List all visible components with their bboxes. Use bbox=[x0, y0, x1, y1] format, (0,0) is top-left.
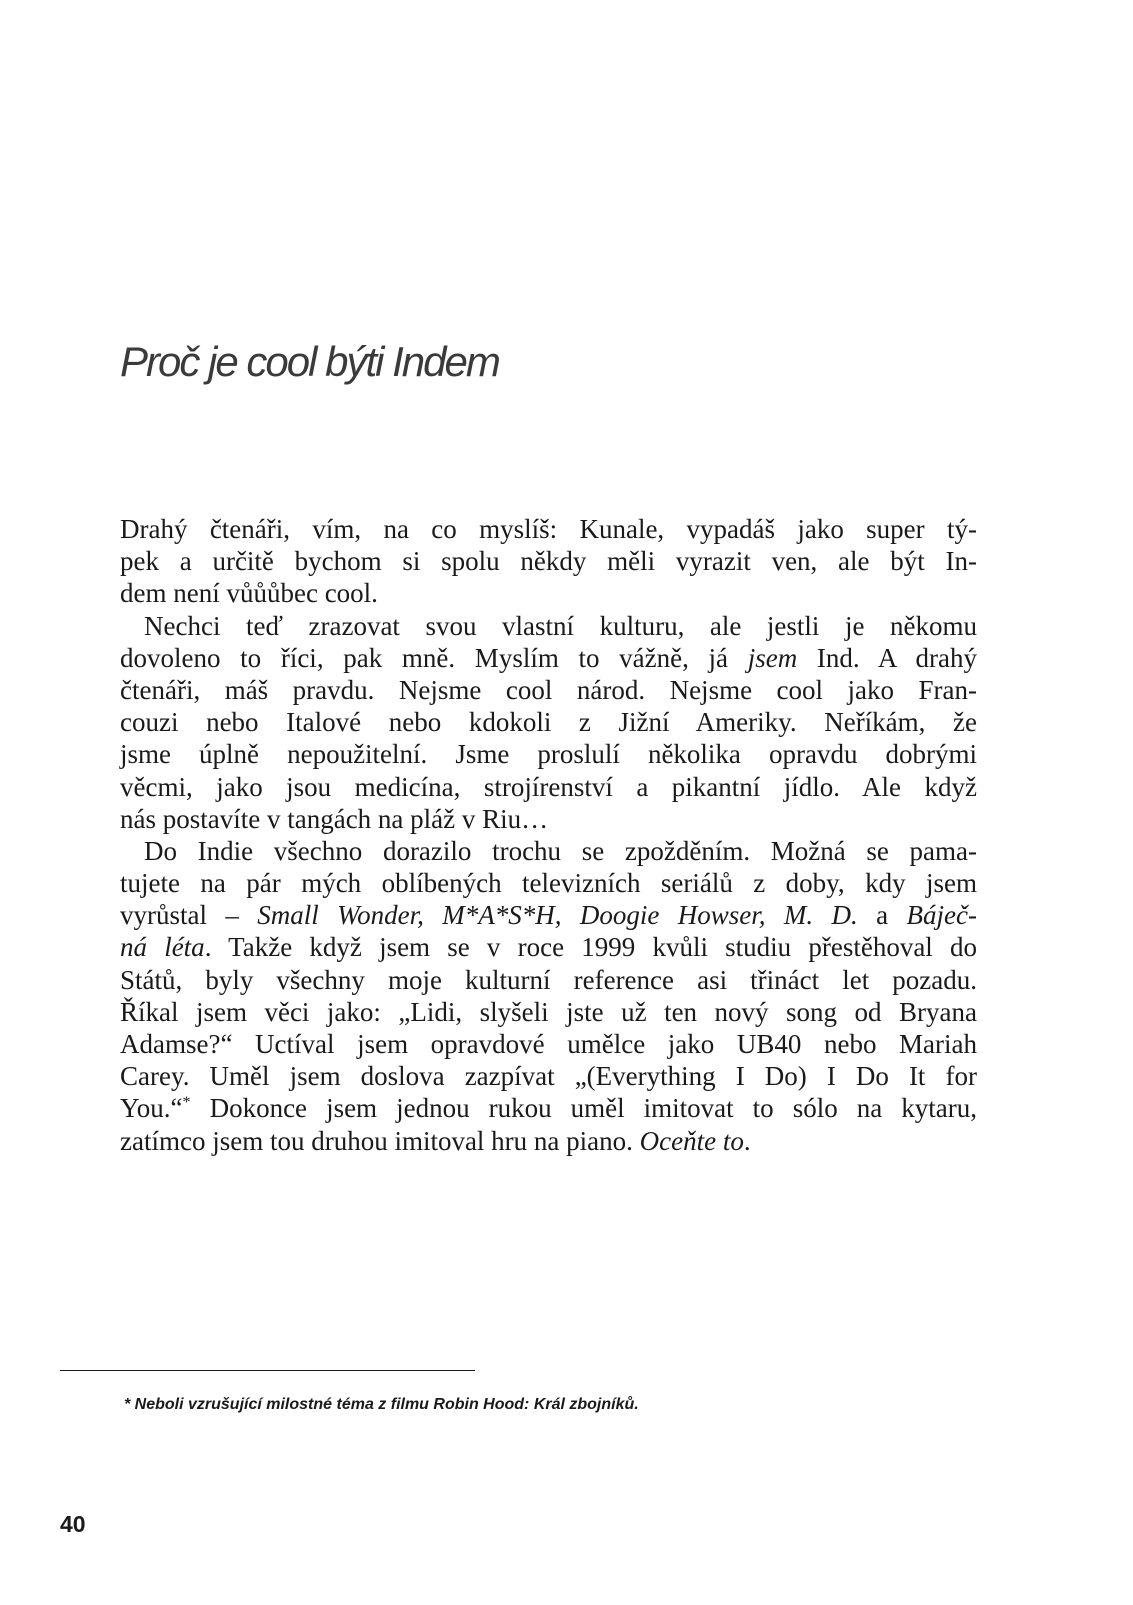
text-run: Do Indie všechno dorazilo trochu se zpožděním. Možná se pama- bbox=[144, 835, 977, 866]
text-line bbox=[120, 706, 977, 738]
text-line bbox=[120, 545, 977, 577]
page-number: 40 bbox=[60, 1511, 86, 1537]
text-run: vyrůstal – bbox=[120, 900, 258, 931]
text-run: Říkal jsem věci jako: „Lidi, slyšeli jste už ten nový song od Bryana bbox=[120, 996, 977, 1027]
text-run: Carey. Uměl jsem doslova zazpívat „(Everything I Do) I Do It for bbox=[120, 1061, 977, 1092]
text-line bbox=[120, 899, 977, 931]
text-run: Dokonce jsem jednou rukou uměl imitovat to sólo na kytaru, bbox=[190, 1093, 977, 1124]
text-run: Báječ- bbox=[906, 900, 977, 931]
text-line bbox=[120, 1092, 977, 1124]
text-line bbox=[120, 513, 977, 545]
text-line bbox=[120, 1060, 977, 1092]
text-run: couzi nebo Italové nebo kdokoli z Jižní Ameriky. Neříkám, že bbox=[120, 707, 977, 738]
text-run: věcmi, jako jsou medicína, strojírenství a pikantní jídlo. Ale když bbox=[120, 771, 977, 802]
text-line bbox=[120, 642, 977, 674]
body-text bbox=[120, 513, 977, 1157]
text-run: dovoleno to říci, pak mně. Myslím to vážně, já bbox=[120, 642, 748, 673]
text-run: Států, byly všechny moje kulturní reference asi třináct let pozadu. bbox=[120, 964, 977, 995]
text-line bbox=[120, 1028, 977, 1060]
text-line bbox=[120, 964, 977, 996]
text-line bbox=[120, 577, 977, 609]
text-run: . bbox=[743, 1125, 751, 1156]
text-line bbox=[120, 674, 977, 706]
text-run: jsme úplně nepoužitelní. Jsme proslulí několika opravdu dobrými bbox=[120, 739, 977, 770]
text-line bbox=[120, 610, 977, 642]
footnote-reference: * bbox=[182, 1094, 191, 1112]
text-line bbox=[120, 803, 977, 835]
footnote-divider bbox=[60, 1370, 475, 1371]
text-run: a bbox=[857, 900, 907, 931]
footnote: * Neboli vzrušující milostné téma z filmu Robin Hood: Král zbojníků. bbox=[124, 1396, 639, 1413]
text-line bbox=[120, 738, 977, 770]
text-line bbox=[120, 931, 977, 963]
text-run: Oceňte to bbox=[639, 1125, 744, 1156]
text-run: ná léta bbox=[120, 932, 205, 963]
chapter-title: Proč je cool býti Indem bbox=[120, 338, 499, 385]
text-run: Ind. A drahý bbox=[797, 642, 977, 673]
text-run: jsem bbox=[747, 642, 798, 673]
text-run: zatímco jsem tou druhou imitoval hru na piano. bbox=[120, 1125, 640, 1156]
text-line bbox=[120, 996, 977, 1028]
text-run: Drahý čtenáři, vím, na co myslíš: Kunale, vypadáš jako super tý- bbox=[120, 514, 977, 544]
text-run: čtenáři, máš pravdu. Nejsme cool národ. Nejsme cool jako Fran- bbox=[120, 674, 977, 705]
text-run: . Takže když jsem se v roce 1999 kvůli studiu přestěhoval do bbox=[204, 932, 977, 963]
text-line bbox=[120, 771, 977, 803]
text-run: Small Wonder, M*A*S*H, Doogie Howser, M. D. bbox=[257, 900, 858, 931]
text-run: dem není vůůůbec cool. bbox=[120, 578, 378, 609]
text-run: Nechci teď zrazovat svou vlastní kulturu, ale jestli je někomu bbox=[144, 610, 977, 641]
text-run: nás postavíte v tangách na pláž v Riu… bbox=[120, 803, 549, 834]
text-run: You.“ bbox=[120, 1093, 183, 1124]
text-run: Adamse?“ Uctíval jsem opravdové umělce jako UB40 nebo Mariah bbox=[120, 1029, 977, 1059]
text-run: tujete na pár mých oblíbených televizních seriálů z doby, kdy jsem bbox=[120, 868, 977, 899]
text-line bbox=[120, 835, 977, 867]
text-run: pek a určitě bychom si spolu někdy měli vyrazit ven, ale být In- bbox=[120, 546, 977, 577]
text-line bbox=[120, 867, 977, 899]
text-line bbox=[120, 1125, 977, 1157]
